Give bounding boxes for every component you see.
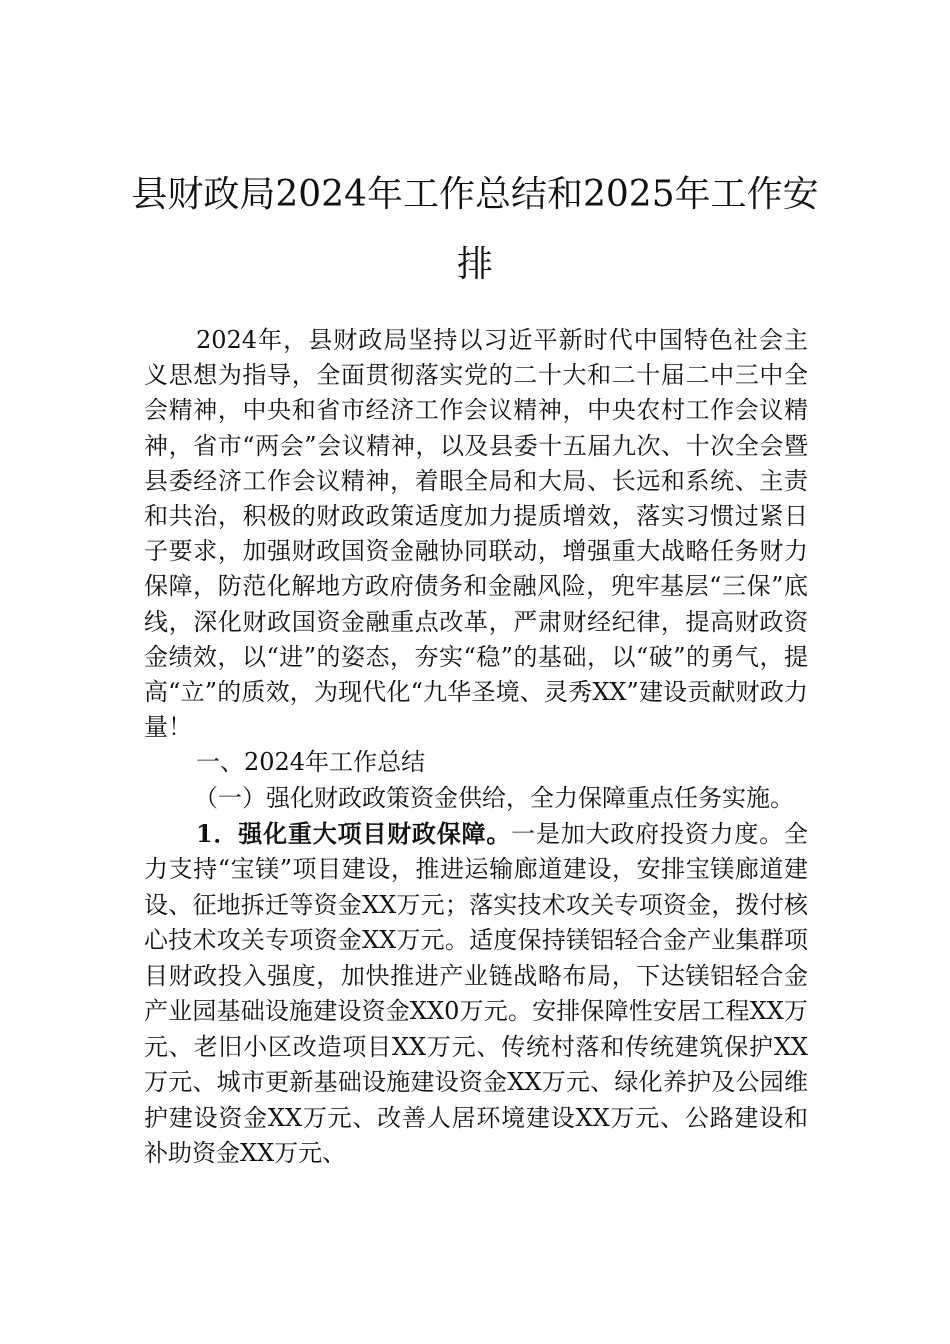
section-heading: 一、2024年工作总结 [196,748,426,777]
document-body [144,323,808,1172]
item-paragraph [144,816,808,1172]
subsection-heading: （一）强化财政政策资金供给，全力保障重点任务实施。 [194,783,794,812]
intro-paragraph: 2024年，县财政局坚持以习近平新时代中国特色社会主义思想为指导，全面贯彻落实党的二十大和二十届二中三中全会精神，中央和省市经济工作会议精神，中央农村工作会议精神，省市“两会”会议精神，以及县委十五届九次、十次全会暨县委经济工作会议精神，着眼全局和大局、长远和系统、主责和共治，积极的财政政策适度加力提质增效，落实习惯过紧日子要求，加强财政国资金融协同联动，增强重大战略任务财力保障，防范化解地方政府债务和金融风险，兜牢基层“三保”底线，深化财政国资金融重点改革，严肃财经纪律，提高财政资金绩效，以“进”的姿态，夯实“稳”的基础，以“破”的勇气，提高“立”的质效，为现代化“九华圣境、灵秀XX”建设贡献财政力量！ [144,326,808,742]
document-title: 县财政局2024年工作总结和2025年工作安排 [131,174,819,285]
item-text: 一是加大政府投资力度。全力支持“宝镁”项目建设，推进运输廊道建设，安排宝镁廊道建设、征地拆迁等资金XX万元；落实技术攻关专项资金，拨付核心技术攻关专项资金XX万元。适度保持镁铝轻合金产业集群项目财政投入强度，加快推进产业链战略布局，下达镁铝轻合金产业园基础设施建设资金XX0万元。安排保障性安居工程XX万元、老旧小区改造项目XX万元、传统村落和传统建筑保护XX万元、城市更新基础设施建设资金XX万元、绿化养护及公园维护建设资金XX万元、改善人居环境建设XX万元、公路建设和补助资金XX万元、 [144,819,808,1168]
item-lead: 1．强化重大项目财政保障。 [196,818,512,848]
